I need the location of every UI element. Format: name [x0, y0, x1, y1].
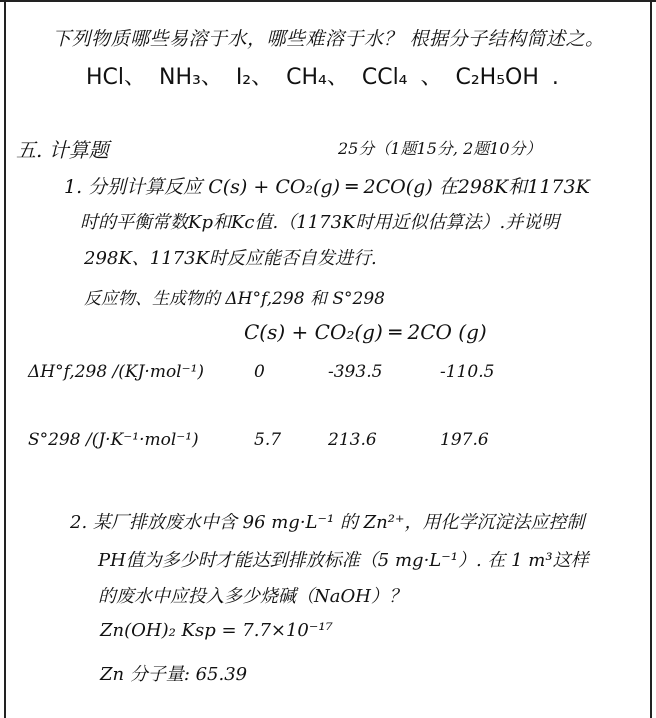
reaction-equation: C(s) + CO₂(g) ═ 2CO (g) — [244, 320, 487, 344]
problem2-line2: PH值为多少时才能达到排放标准（5 mg·L⁻¹）. 在 1 m³这样 — [98, 550, 589, 571]
section-heading — [16, 134, 542, 163]
problem1-line1: 1. 分别计算反应 C(s) + CO₂(g) ═ 2CO(g) 在298K和1173K — [64, 176, 590, 198]
formula-list: HCl、 NH₃、 I₂、 CH₄、 CCl₄ 、 C₂H₅OH . — [86, 65, 559, 90]
problem1-data-intro: 反应物、生成物的 ΔH°f,298 和 S°298 — [84, 289, 385, 309]
enthalpy-value-co2: -393.5 — [328, 362, 383, 382]
enthalpy-value-c: 0 — [254, 362, 265, 382]
enthalpy-value-co: -110.5 — [440, 362, 495, 382]
entropy-value-co2: 213.6 — [328, 430, 377, 450]
page-border-left — [4, 0, 6, 718]
question-intro: 下列物质哪些易溶于水，哪些难溶于水？ 根据分子结构简述之。 — [52, 28, 605, 50]
entropy-value-co: 197.6 — [440, 430, 489, 450]
entropy-value-c: 5.7 — [254, 430, 282, 450]
problem1-line3: 298K、1173K时反应能否自发进行. — [84, 248, 377, 269]
problem2-ksp: Zn(OH)₂ Ksp = 7.7×10⁻¹⁷ — [100, 620, 333, 641]
section-points: 25分（1题15分, 2题10分） — [338, 139, 542, 158]
problem1-line2: 时的平衡常数Kp和Kc值.（1173K时用近似估算法）.并说明 — [80, 212, 560, 233]
page-border-top — [0, 0, 656, 2]
problem2-line3: 的废水中应投入多少烧碱（NaOH）？ — [98, 586, 407, 607]
problem2-line1: 2. 某厂排放废水中含 96 mg·L⁻¹ 的 Zn²⁺，用化学沉淀法应控制 — [70, 512, 585, 533]
entropy-label: S°298 /(J·K⁻¹·mol⁻¹) — [28, 430, 199, 450]
problem2-molar-mass: Zn 分子量: 65.39 — [100, 664, 248, 685]
section-title: 五. 计算题 — [16, 138, 109, 162]
enthalpy-label: ΔH°f,298 /(KJ·mol⁻¹) — [28, 362, 205, 382]
page-border-right — [650, 0, 652, 718]
